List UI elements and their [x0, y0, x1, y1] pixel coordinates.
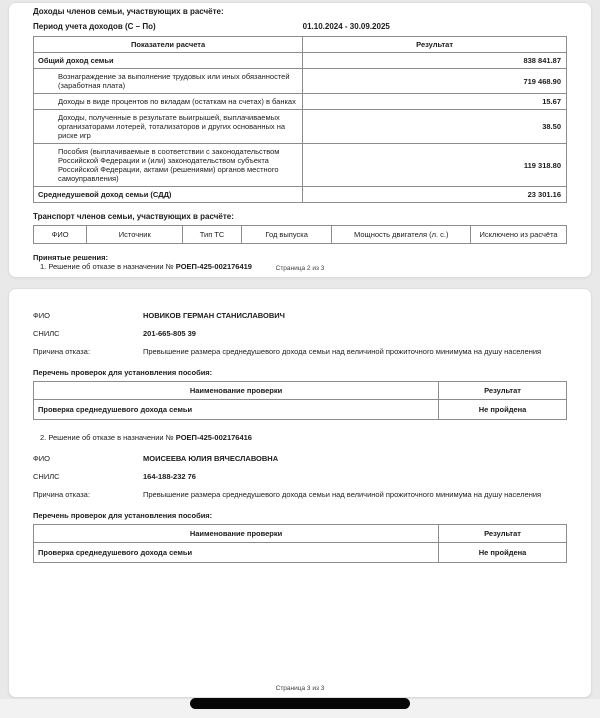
checks-table-header-row — [34, 382, 567, 400]
reason-label: Причина отказа: — [33, 490, 90, 499]
table-row — [34, 53, 567, 69]
income-row-value: 38.50 — [303, 110, 567, 144]
checks-col-name: Наименование проверки — [34, 382, 439, 400]
income-row-label: Вознаграждение за выполнение трудовых или иных обязанностей (заработная плата) — [34, 69, 303, 94]
income-col-result: Результат — [303, 37, 567, 53]
checks-table — [33, 381, 567, 420]
income-row-label: Пособия (выплачиваемые в соответствии с законодательством Российской Федерации и (или) законодательством субъекта Российской Федерации, актами (решениями) органов местного самоуправления) — [34, 144, 303, 187]
snils-value: 201-665-805 39 — [143, 329, 196, 338]
fio-label: ФИО — [33, 311, 50, 320]
check-name: Проверка среднедушевого дохода семьи — [34, 400, 439, 420]
transport-section-title: Транспорт членов семьи, участвующих в расчёте: — [33, 212, 234, 221]
transport-col-excluded: Исключено из расчёта — [471, 226, 567, 244]
transport-col-source: Источник — [87, 226, 183, 244]
income-col-indicator: Показатели расчета — [34, 37, 303, 53]
checks-col-result: Результат — [439, 382, 567, 400]
transport-table — [33, 225, 567, 244]
person-reason-row — [33, 347, 567, 356]
person-snils-row — [33, 329, 567, 338]
snils-label: СНИЛС — [33, 329, 60, 338]
checks-title: Перечень проверок для установления пособия: — [33, 368, 213, 377]
decision-2-text: 2. Решение об отказе в назначении № — [40, 433, 176, 442]
checks-col-name: Наименование проверки — [34, 525, 439, 543]
person-snils-row — [33, 472, 567, 481]
income-period-row — [33, 22, 567, 31]
document-page-3 — [8, 288, 592, 698]
income-row-value: 119 318.80 — [303, 144, 567, 187]
income-row-value: 23 301.16 — [303, 187, 567, 203]
income-row-label: Общий доход семьи — [34, 53, 303, 69]
person-reason-row — [33, 490, 567, 499]
home-indicator-bar[interactable] — [190, 698, 410, 709]
person-fio-row — [33, 454, 567, 463]
transport-col-fio: ФИО — [34, 226, 87, 244]
page-3-footer: Страница 3 из 3 — [275, 685, 325, 692]
decision-1-number: РОЕП-425-002176419 — [175, 262, 252, 271]
table-row — [34, 94, 567, 110]
reason-label: Причина отказа: — [33, 347, 90, 356]
checks-title: Перечень проверок для установления пособия: — [33, 511, 213, 520]
check-name: Проверка среднедушевого дохода семьи — [34, 543, 439, 563]
income-row-value: 15.67 — [303, 94, 567, 110]
table-row — [34, 400, 567, 420]
decision-2-number: РОЕП-425-002176416 — [175, 433, 252, 442]
table-row — [34, 144, 567, 187]
period-label: Период учета доходов (С – По) — [33, 22, 156, 31]
income-row-value: 838 841.87 — [303, 53, 567, 69]
check-result-badge: Не пройдена — [439, 400, 567, 420]
checks-table — [33, 524, 567, 563]
income-section-title: Доходы членов семьи, участвующих в расчёте: — [33, 7, 224, 16]
table-row — [34, 110, 567, 144]
fio-value: НОВИКОВ ГЕРМАН СТАНИСЛАВОВИЧ — [143, 311, 285, 320]
page-2-footer: Страница 2 из 3 — [275, 265, 325, 272]
period-value: 01.10.2024 - 30.09.2025 — [302, 22, 390, 31]
snils-label: СНИЛС — [33, 472, 60, 481]
income-row-label: Доходы в виде процентов по вкладам (остаткам на счетах) в банках — [34, 94, 303, 110]
income-table — [33, 36, 567, 203]
checks-col-result: Результат — [439, 525, 567, 543]
decision-1-text: 1. Решение об отказе в назначении № — [40, 262, 176, 271]
transport-col-year: Год выпуска — [241, 226, 332, 244]
checks-table-header-row — [34, 525, 567, 543]
snils-value: 164-188-232 76 — [143, 472, 196, 481]
transport-table-header-row — [34, 226, 567, 244]
transport-col-power: Мощность двигателя (л. с.) — [332, 226, 471, 244]
check-result-badge: Не пройдена — [439, 543, 567, 563]
document-page-2 — [8, 2, 592, 278]
table-row — [34, 543, 567, 563]
table-row — [34, 187, 567, 203]
fio-label: ФИО — [33, 454, 50, 463]
reason-value: Превышение размера среднедушевого дохода семьи над величиной прожиточного минимума на душу населения — [143, 347, 542, 356]
reason-value: Превышение размера среднедушевого дохода семьи над величиной прожиточного минимума на душу населения — [143, 490, 542, 499]
income-table-header-row — [34, 37, 567, 53]
income-row-value: 719 468.90 — [303, 69, 567, 94]
income-row-label: Доходы, полученные в результате выигрышей, выплачиваемых организаторами лотерей, тотализаторов и других основанных на риске игр — [34, 110, 303, 144]
person-fio-row — [33, 311, 567, 320]
fio-value: МОИСЕЕВА ЮЛИЯ ВЯЧЕСЛАВОВНА — [143, 454, 279, 463]
income-row-label: Среднедушевой доход семьи (СДД) — [34, 187, 303, 203]
decision-item-2 — [33, 433, 567, 442]
table-row — [34, 69, 567, 94]
transport-col-type: Тип ТС — [183, 226, 242, 244]
decisions-title: Принятые решения: — [33, 253, 109, 262]
